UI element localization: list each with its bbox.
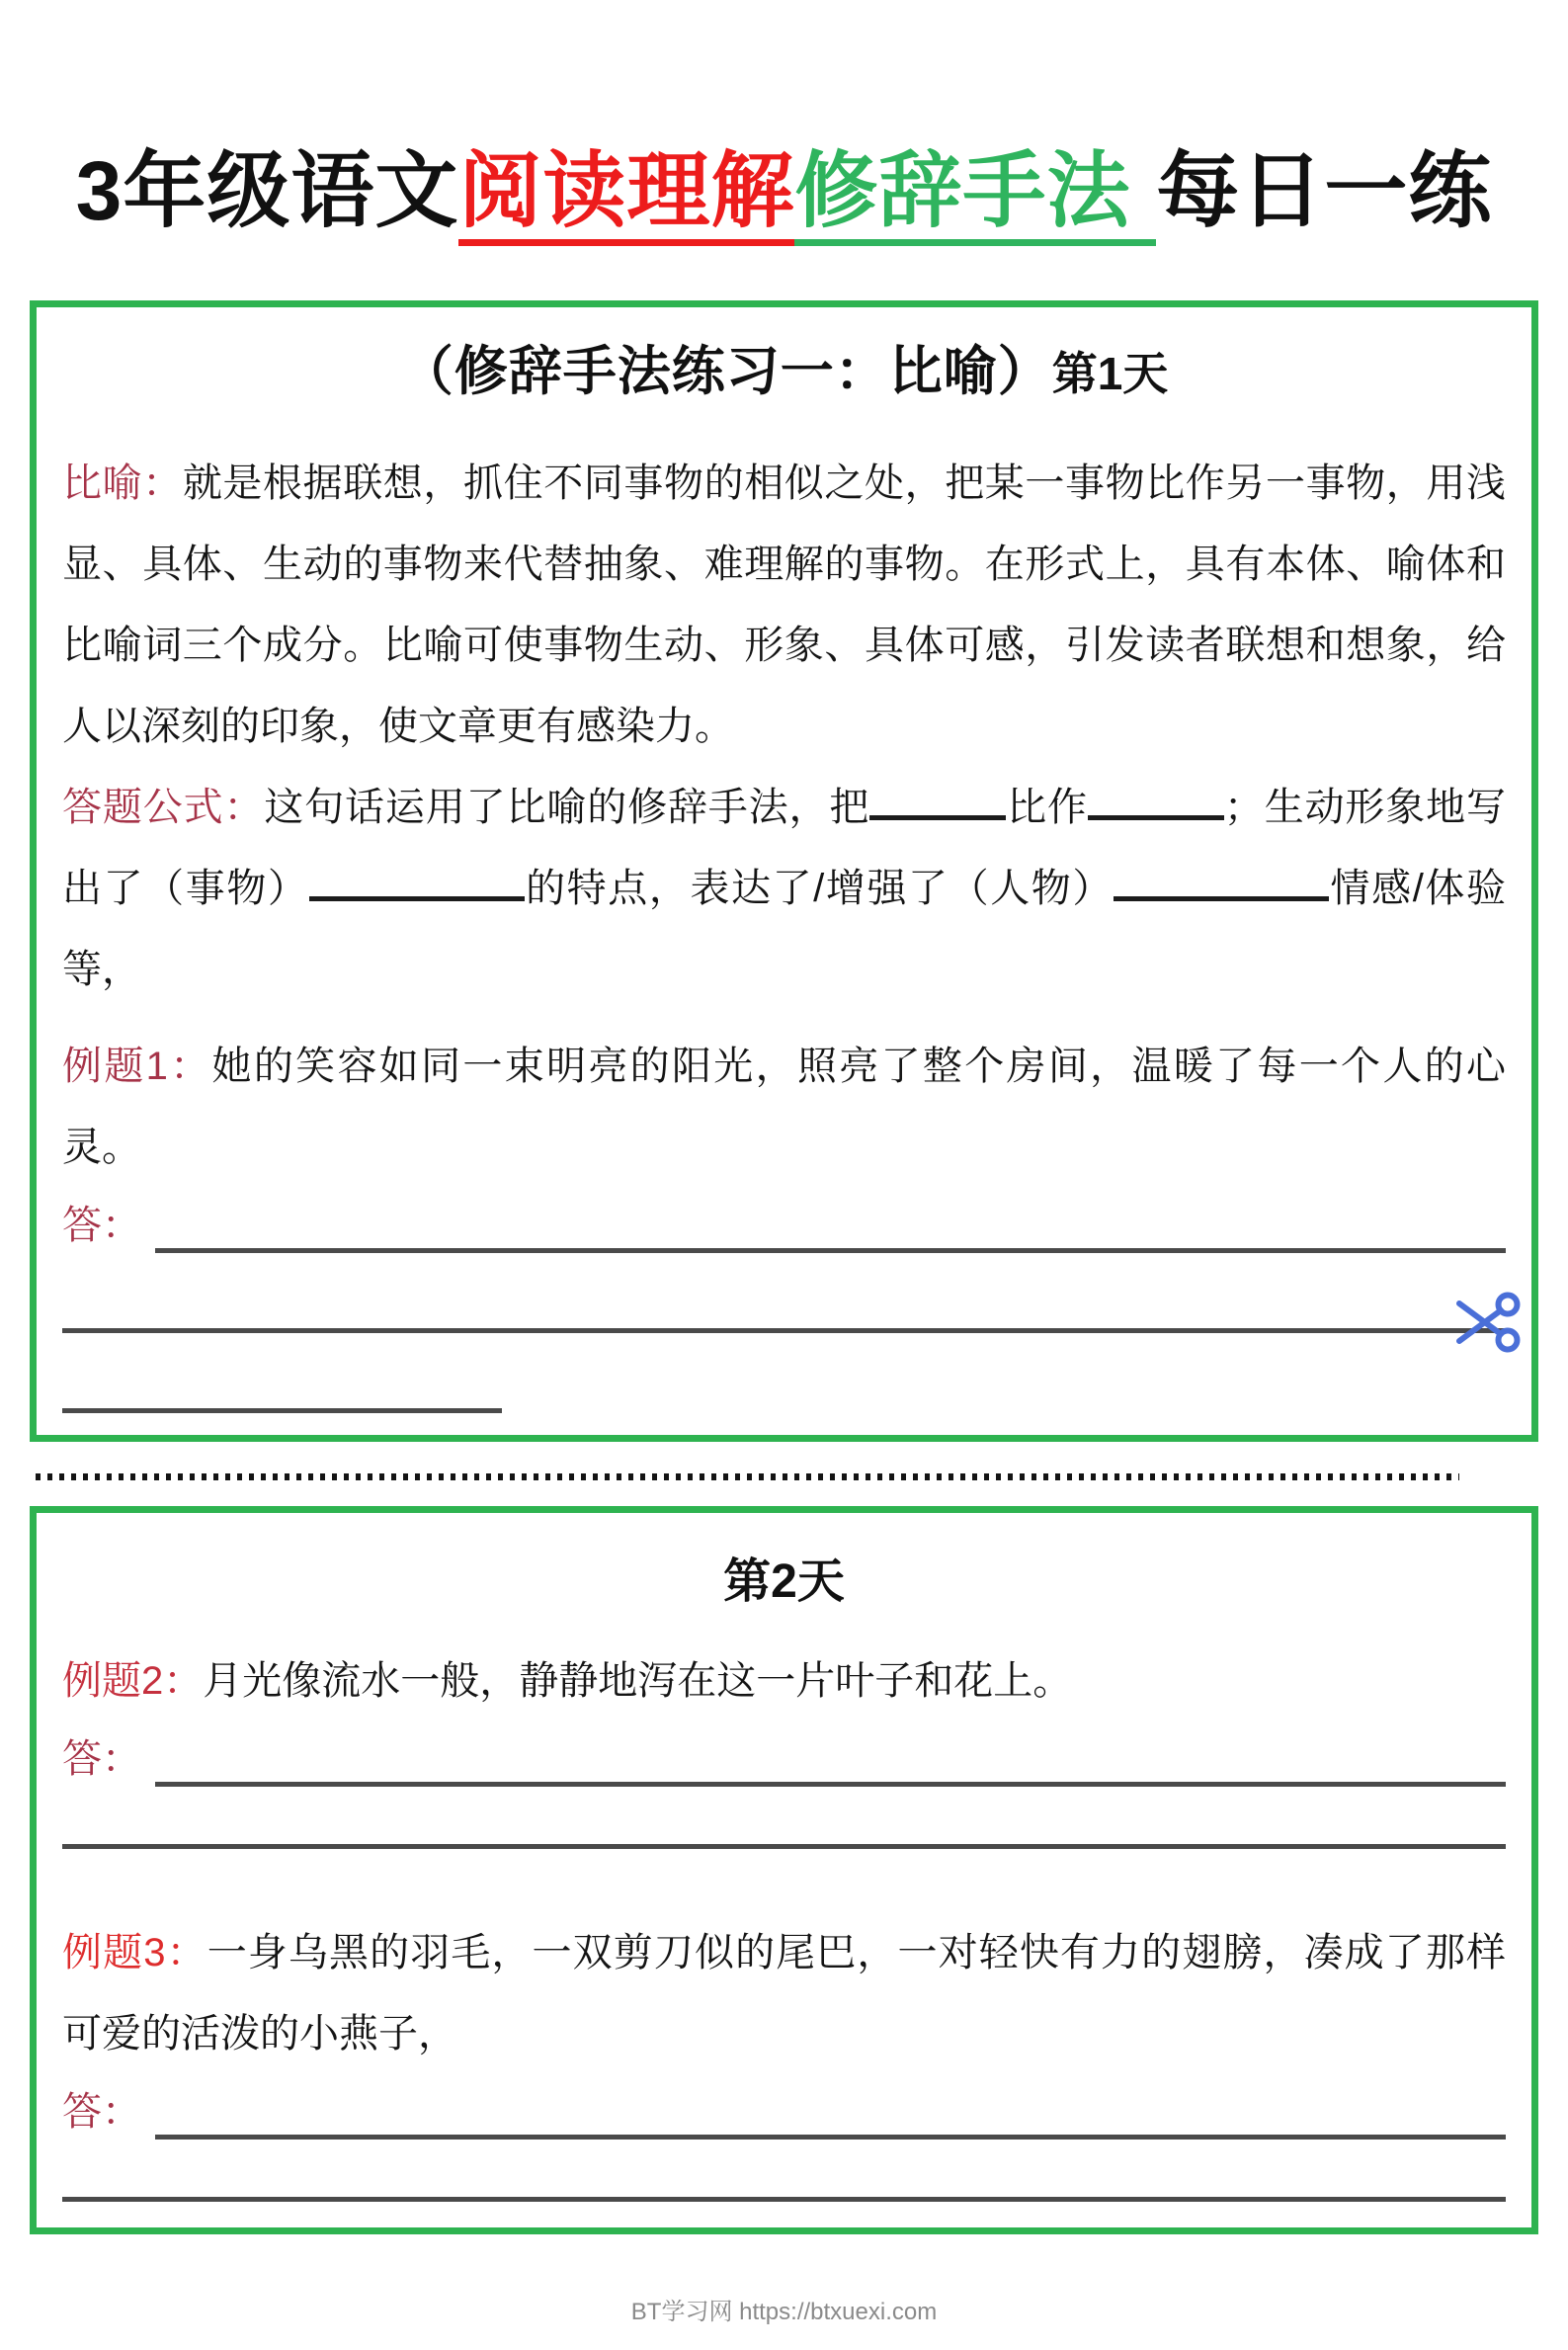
- answer-formula-paragraph: [62, 767, 1506, 1010]
- formula-part1: 这句话运用了比喻的修辞手法，把: [264, 786, 870, 830]
- formula-part3: ；生动形象地写出了（事物）: [62, 786, 1507, 911]
- example1-text: 她的笑容如同一束明亮的阳光，照亮了整个房间，温暖了每一个人的心灵。: [62, 1045, 1506, 1170]
- answer-writing-line: [62, 1408, 502, 1413]
- answer-writing-line: [155, 1204, 1506, 1253]
- definition-text: 就是根据联想，抓住不同事物的相似之处，把某一事物比作另一事物，用浅显、具体、生动的事物来代替抽象、难理解的事物。在形式上，具有本体、喻体和比喻词三个成分。比喻可使事物生动、形象、具体可感，引发读者联想和想象，给人以深刻的印象，使文章更有感染力。: [62, 462, 1507, 749]
- answer-label: 答：: [62, 1737, 141, 1782]
- answer-label: 答：: [62, 1204, 141, 1248]
- scissors-icon: [1455, 1291, 1525, 1354]
- title-reading-comprehension: 阅读理解: [458, 144, 794, 246]
- answer-writing-line: [155, 2090, 1506, 2140]
- fill-in-blank: [869, 791, 1006, 820]
- fill-in-blank: [1088, 791, 1224, 820]
- formula-part5: 情感/体验等，: [62, 867, 1506, 992]
- definition-label: 比喻：: [62, 462, 183, 506]
- day1-badge: 第1天: [1051, 348, 1169, 400]
- fill-in-blank: [1114, 872, 1329, 901]
- answer-writing-line: [155, 1737, 1506, 1787]
- title-daily-practice: 每日一练: [1156, 144, 1493, 238]
- answer-writing-line: [62, 1844, 1506, 1849]
- example2-text: 月光像流水一般，静静地泻在这一片叶子和花上。: [203, 1659, 1073, 1704]
- day1-header: [62, 329, 1506, 405]
- formula-part2: 比作: [1006, 786, 1088, 830]
- metaphor-definition-paragraph: [62, 443, 1506, 767]
- example3-text: 一身乌黑的羽毛，一双剪刀似的尾巴，一对轻快有力的翅膀，凑成了那样可爱的活泼的小燕子，: [62, 1931, 1507, 2056]
- answer-writing-line: [62, 1328, 1506, 1333]
- example3-paragraph: [62, 1912, 1506, 2074]
- fill-in-blank: [309, 872, 525, 901]
- example1-answer-row: [62, 1198, 1506, 1253]
- example1-label: 例题1：: [62, 1045, 212, 1089]
- example3-answer-row: [62, 2084, 1506, 2140]
- day2-badge: 第2天: [723, 1555, 845, 1609]
- example2-paragraph: [62, 1640, 1506, 1721]
- formula-part4: 的特点，表达了/增强了（人物）: [524, 867, 1114, 911]
- day1-exercise-title: （修辞手法练习一：比喻）: [399, 342, 1052, 402]
- day1-worksheet-box: [30, 300, 1538, 1442]
- page-title: [0, 55, 1568, 245]
- day2-worksheet-box: [30, 1506, 1538, 2234]
- site-footer: BT学习网 https://btxuexi.com: [630, 2299, 938, 2326]
- title-grade-subject: 3年级语文: [75, 144, 459, 238]
- answer-label: 答：: [62, 2090, 141, 2135]
- example2-label: 例题2：: [62, 1659, 204, 1704]
- cut-dotted-line: [36, 1473, 1459, 1480]
- example2-answer-row: [62, 1731, 1506, 1787]
- answer-writing-line: [62, 2197, 1506, 2202]
- title-rhetoric: 修辞手法: [794, 144, 1156, 246]
- formula-label: 答题公式：: [62, 786, 265, 830]
- example1-paragraph: [62, 1026, 1506, 1188]
- example3-label: 例题3：: [62, 1931, 207, 1975]
